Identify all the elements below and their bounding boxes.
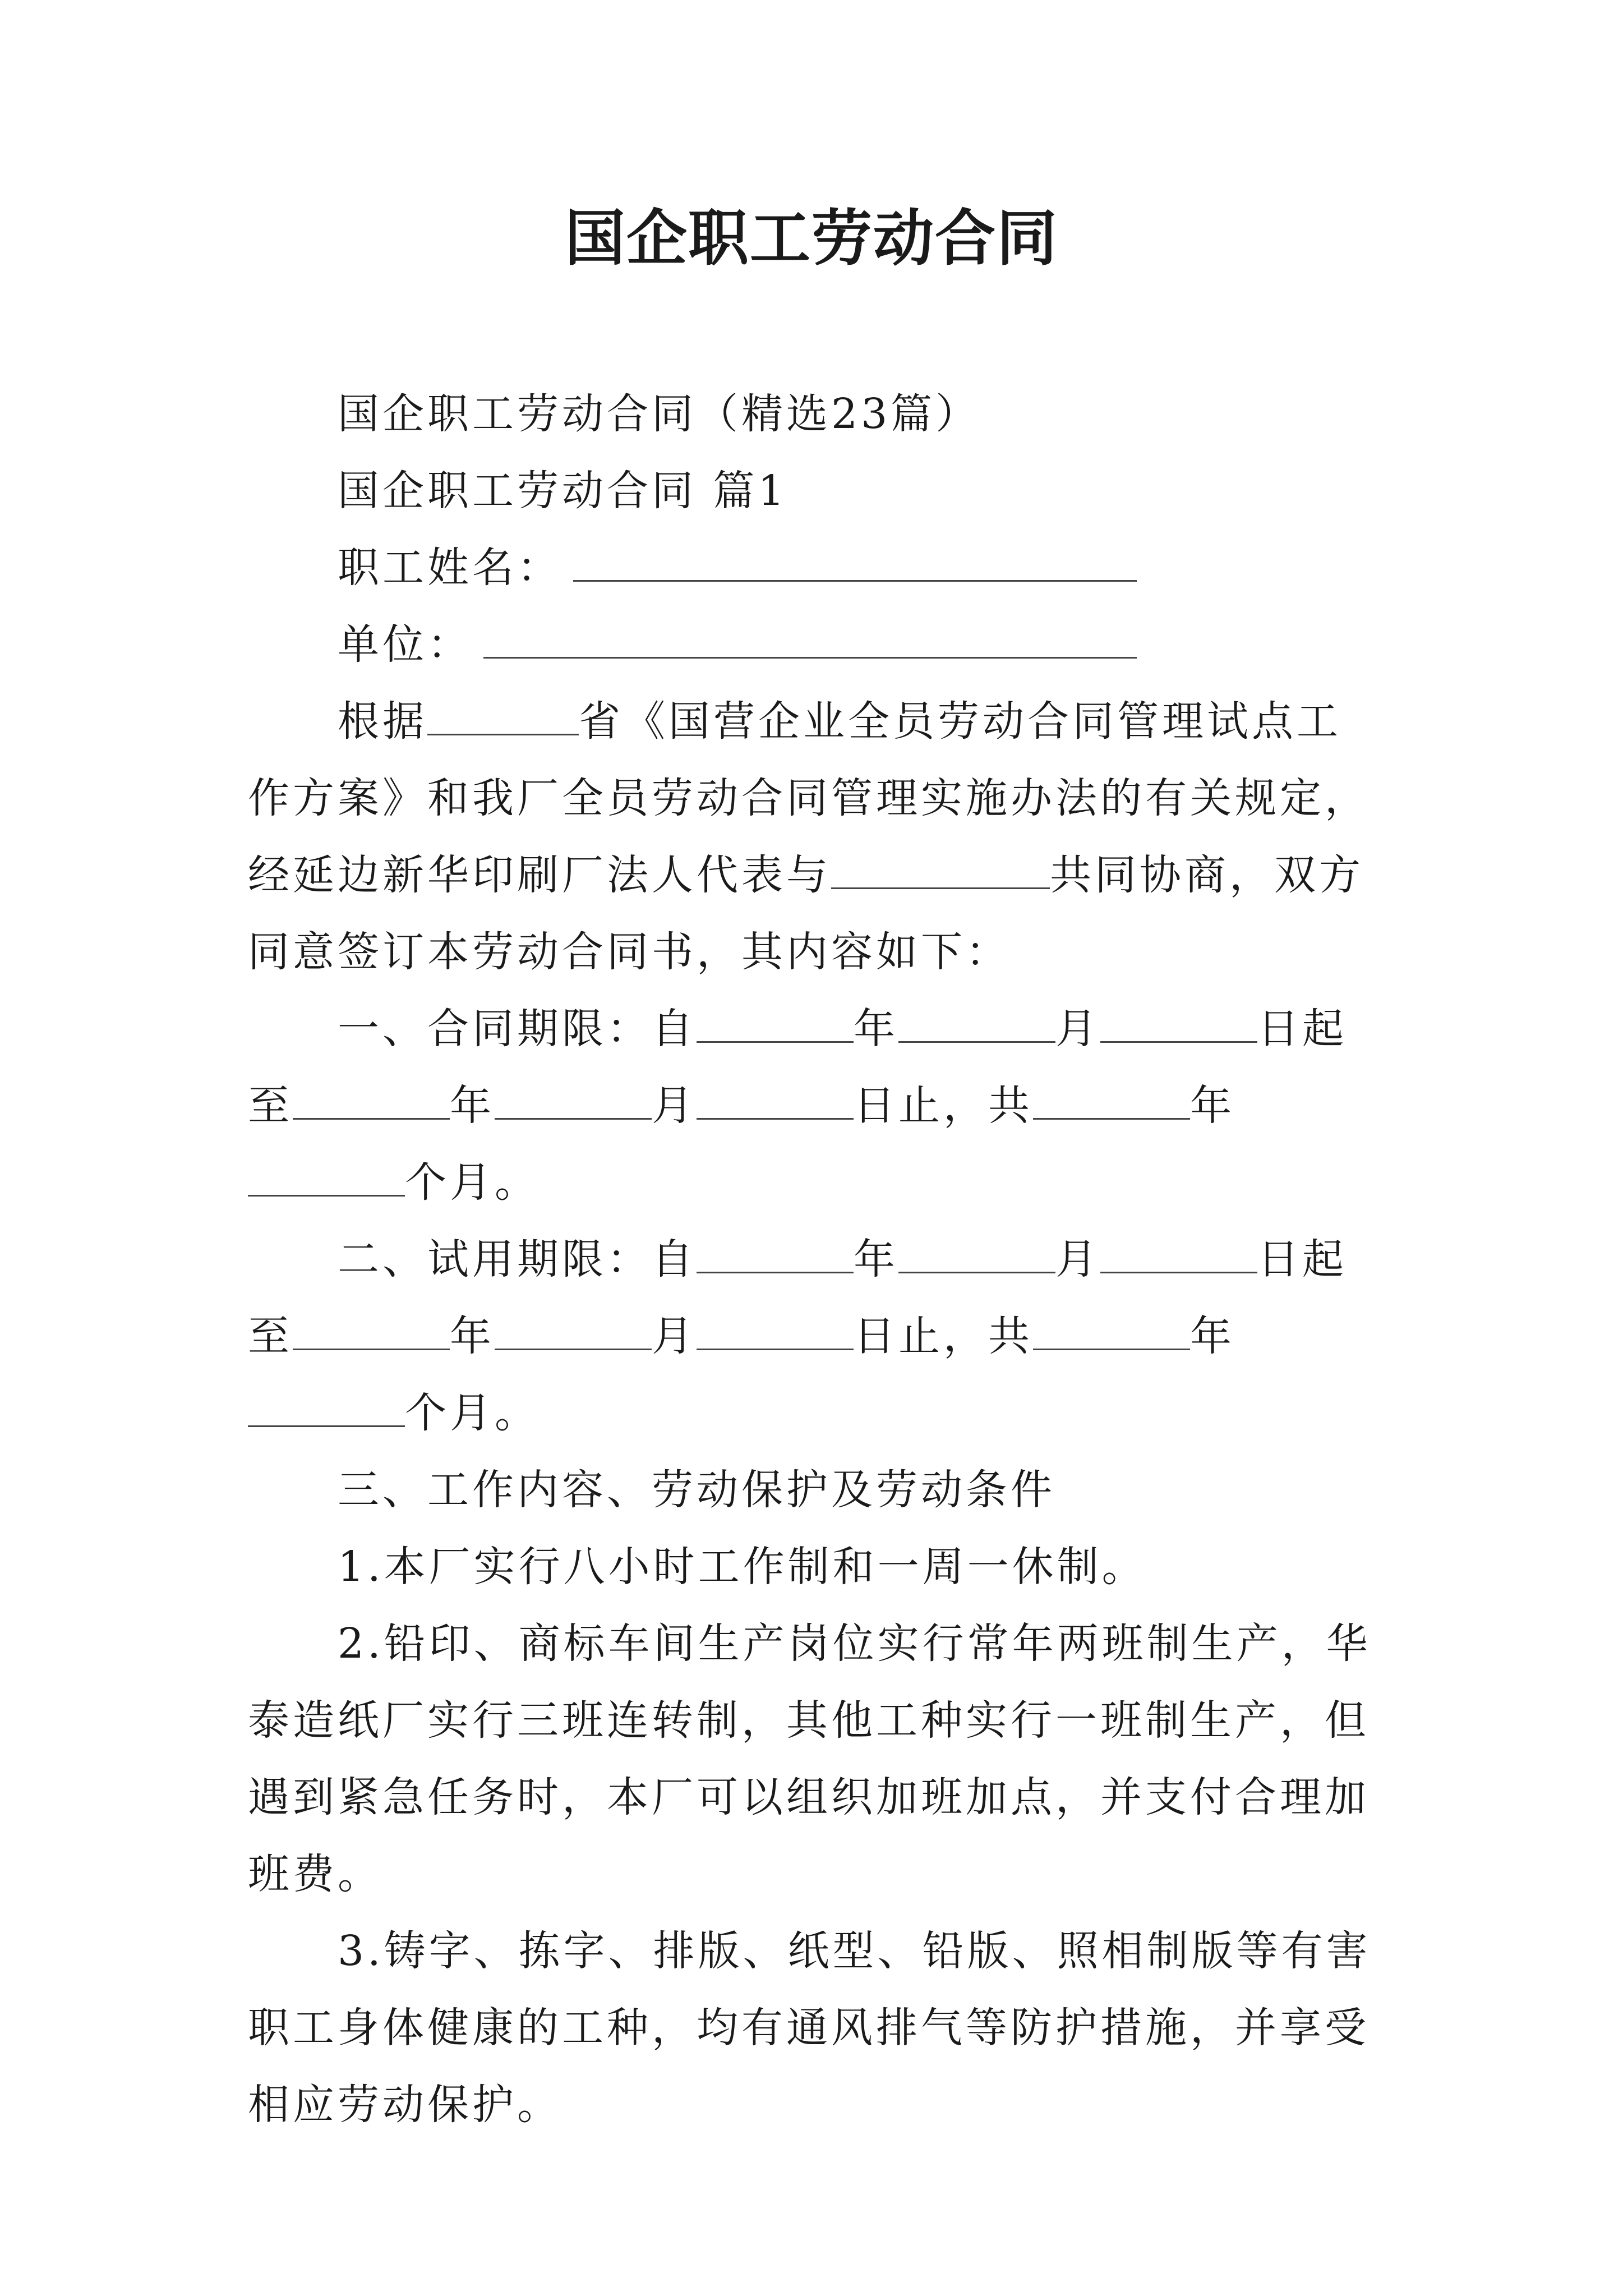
probation-start-month-blank[interactable] (898, 1237, 1055, 1273)
probation-year-text-3: 年 (1190, 1312, 1235, 1360)
unit-blank[interactable] (483, 622, 1137, 659)
probation-year-text-2: 年 (450, 1312, 495, 1360)
term-end-month-blank[interactable] (495, 1083, 652, 1120)
term-end-suffix: 日止，共 (854, 1082, 1033, 1130)
term-label: 一、合同期限：自 (338, 1005, 697, 1053)
basis-text-2: 省《国营企业全员劳动合同管理试点工作方案》和我厂全员劳动合同管理实施办法的有关规定，经延边新华印刷厂法人代表与 (248, 697, 1370, 899)
probation-month-text-2: 月 (652, 1312, 697, 1360)
probation-start-suffix: 日起至 (248, 1235, 1347, 1360)
section3-item-1: 1.本厂实行八小时工作制和一周一休制。 (338, 1543, 1147, 1591)
term-start-day-blank[interactable] (1100, 1006, 1257, 1043)
section3-heading: 三、工作内容、劳动保护及劳动条件 (338, 1466, 1055, 1514)
contract-term-paragraph (248, 991, 1381, 1221)
term-year-text-3: 年 (1190, 1082, 1235, 1130)
intro-line: 国企职工劳动合同（精选23篇） (338, 390, 981, 438)
probation-total-months-blank[interactable] (248, 1391, 405, 1427)
probation-year-text: 年 (854, 1235, 898, 1283)
basis-text-3: 共同协商，双方同意签订本劳动合同书，其内容如下： (248, 851, 1364, 976)
term-unit-text: 个月。 (405, 1158, 540, 1207)
probation-unit-text: 个月。 (405, 1389, 540, 1437)
term-month-text: 月 (1055, 1005, 1100, 1053)
part-heading: 国企职工劳动合同 篇1 (338, 467, 788, 515)
probation-start-year-blank[interactable] (697, 1237, 854, 1273)
term-total-months-blank[interactable] (248, 1160, 405, 1197)
term-end-day-blank[interactable] (697, 1083, 854, 1120)
term-year-text: 年 (854, 1005, 898, 1053)
term-month-text-2: 月 (652, 1082, 697, 1130)
probation-total-years-blank[interactable] (1033, 1314, 1190, 1350)
probation-end-year-blank[interactable] (293, 1314, 450, 1350)
basis-text-1: 根据 (338, 697, 427, 746)
term-year-text-2: 年 (450, 1082, 495, 1130)
term-total-years-blank[interactable] (1033, 1083, 1190, 1120)
province-blank[interactable] (427, 699, 579, 735)
employee-name-blank[interactable] (573, 545, 1137, 582)
unit-label: 单位： (338, 620, 472, 669)
document-title: 国企职工劳动合同 (564, 203, 1058, 274)
employee-name-line (248, 530, 1381, 606)
party-blank[interactable] (831, 853, 1050, 889)
term-end-year-blank[interactable] (293, 1083, 450, 1120)
probation-end-day-blank[interactable] (697, 1314, 854, 1350)
probation-end-suffix: 日止，共 (854, 1312, 1033, 1360)
term-start-suffix: 日起至 (248, 1005, 1347, 1130)
basis-paragraph (248, 683, 1381, 991)
probation-end-month-blank[interactable] (495, 1314, 652, 1350)
probation-label: 二、试用期限：自 (338, 1235, 697, 1283)
probation-term-paragraph (248, 1221, 1381, 1452)
term-start-month-blank[interactable] (898, 1006, 1055, 1043)
unit-line (248, 606, 1381, 683)
section3-item-3: 3.铸字、拣字、排版、纸型、铅版、照相制版等有害职工身体健康的工种，均有通风排气等防护措施，并享受相应劳动保护。 (248, 1927, 1371, 2129)
employee-name-label: 职工姓名： (338, 544, 562, 592)
probation-month-text: 月 (1055, 1235, 1100, 1283)
section3-item-2: 2.铅印、商标车间生产岗位实行常年两班制生产，华泰造纸厂实行三班连转制，其他工种实行一班制生产，但遇到紧急任务时，本厂可以组织加班加点，并支付合理加班费。 (248, 1619, 1371, 1898)
probation-start-day-blank[interactable] (1100, 1237, 1257, 1273)
document-body (248, 376, 1381, 2143)
term-start-year-blank[interactable] (697, 1006, 854, 1043)
